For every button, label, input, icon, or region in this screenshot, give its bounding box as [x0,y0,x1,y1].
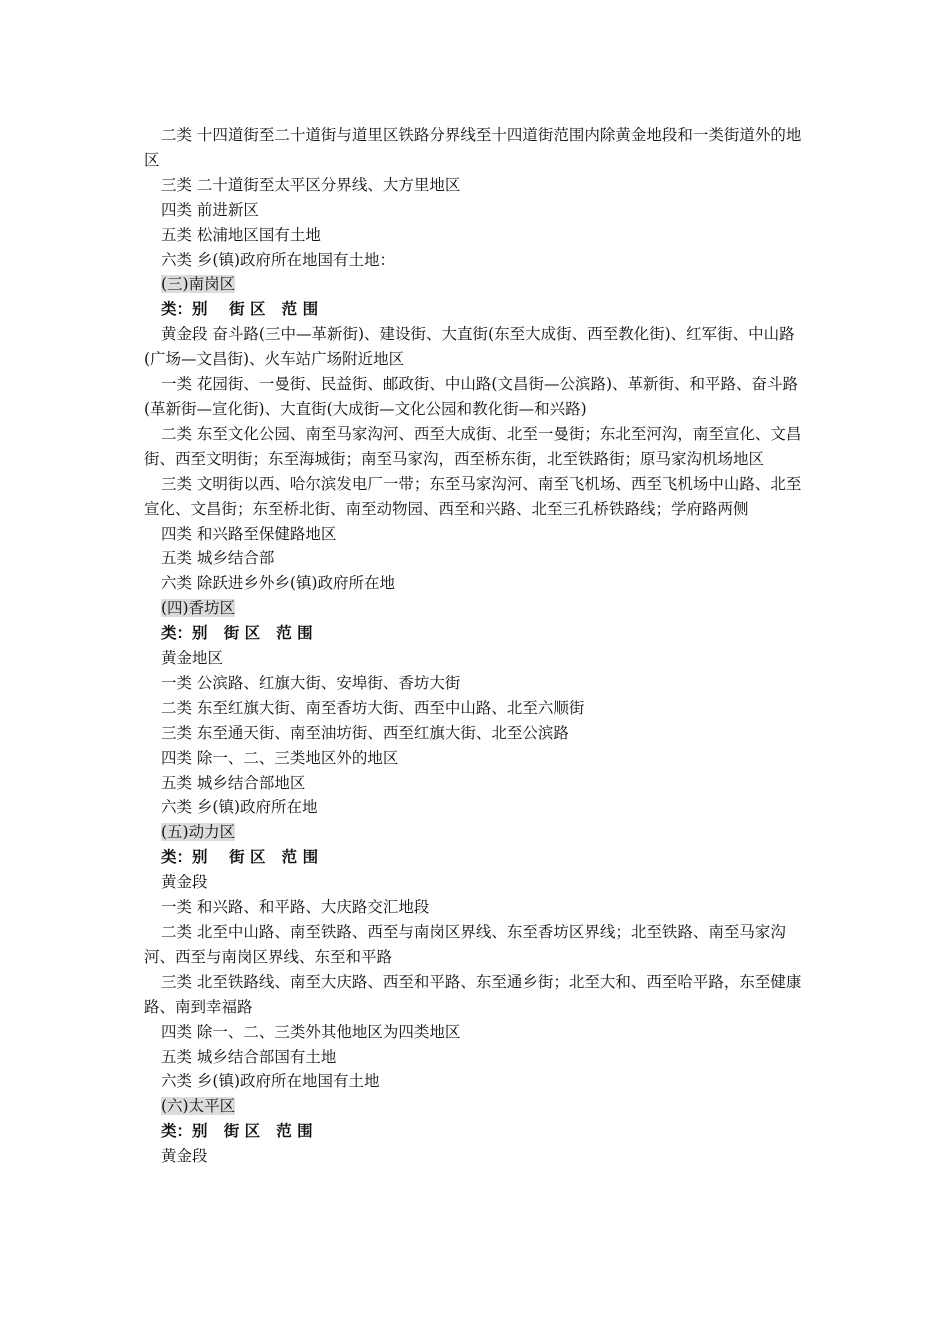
paragraph: 四类 和兴路至保健路地区 [161,524,337,543]
paragraph: 五类 城乡结合部国有土地 [161,1047,337,1066]
section-heading [144,820,814,845]
section-heading [144,596,814,621]
paragraph: 黄金地区 [161,649,224,668]
section-heading-text: (五)动力区 [161,823,236,842]
paragraph: 二类 东至红旗大街、南至香坊大街、西至中山路、北至六顺街 [161,698,585,717]
paragraph: 三类 北至铁路线、南至大庆路、西至和平路、东至通乡街；北至大和、西至哈平路，东至健康路、南到幸福路 [144,972,802,1016]
document-body [144,123,814,1169]
paragraph: 黄金段 奋斗路(三中—革新街)、建设街、大直街(东至大成街、西至教化街)、红军街、中山路(广场—文昌街)、火车站广场附近地区 [144,325,795,369]
paragraph: 黄金段 [161,1147,208,1166]
paragraph: 五类 城乡结合部 [161,549,275,568]
paragraph: 四类 前进新区 [161,200,259,219]
paragraph: 四类 除一、二、三类外其他地区为四类地区 [161,1022,461,1041]
paragraph: 四类 除一、二、三类地区外的地区 [161,748,399,767]
paragraph: 二类 北至中山路、南至铁路、西至与南岗区界线、东至香坊区界线；北至铁路、南至马家沟河、西至与南岗区界线、东至和平路 [144,923,786,966]
table-header-line: 类：别 街 区 范 围 [161,847,319,867]
table-header-line: 类：别 街 区 范 围 [161,1121,313,1141]
paragraph: 二类 十四道街至二十道街与道里区铁路分界线至十四道街范围内除黄金地段和一类街道外的地区 [144,126,802,169]
paragraph: 三类 东至通天街、南至油坊街、西至红旗大街、北至公滨路 [161,723,569,742]
section-heading-text: (六)太平区 [161,1097,236,1116]
section-heading [144,1094,814,1119]
paragraph: 一类 和兴路、和平路、大庆路交汇地段 [161,898,430,917]
paragraph: 三类 二十道街至太平区分界线、大方里地区 [161,175,461,194]
paragraph: 六类 除跃进乡外乡(镇)政府所在地 [161,574,396,593]
section-heading-text: (三)南岗区 [161,275,236,294]
table-header-line: 类：别 街 区 范 围 [161,623,313,643]
paragraph: 一类 公滨路、红旗大街、安埠街、香坊大街 [161,673,461,692]
table-header-line: 类：别 街 区 范 围 [161,299,319,319]
paragraph: 黄金段 [161,873,208,892]
paragraph: 六类 乡(镇)政府所在地国有土地 [161,1072,380,1091]
section-heading-text: (四)香坊区 [161,599,236,618]
section-heading [144,272,814,297]
paragraph: 六类 乡(镇)政府所在地 [161,798,318,817]
paragraph: 一类 花园街、一曼街、民益街、邮政街、中山路(文昌街—公滨路)、革新街、和平路、奋斗路(革新街—宣化街)、大直街(大成街—文化公园和教化街—和兴路) [144,375,799,418]
paragraph: 二类 东至文化公园、南至马家沟河、西至大成街、北至一曼街；东北至河沟，南至宣化、文昌街、西至文明街；东至海城街；南至马家沟，西至桥东街，北至铁路街；原马家沟机场地区 [144,424,802,468]
paragraph: 六类 乡(镇)政府所在地国有土地： [161,250,396,269]
paragraph: 五类 松浦地区国有土地 [161,225,321,244]
paragraph: 五类 城乡结合部地区 [161,773,306,792]
paragraph: 三类 文明街以西、哈尔滨发电厂一带；东至马家沟河、南至飞机场、西至飞机场中山路、北至宣化、文昌街；东至桥北街、南至动物园、西至和兴路、北至三孔桥铁路线；学府路两侧 [144,474,802,518]
